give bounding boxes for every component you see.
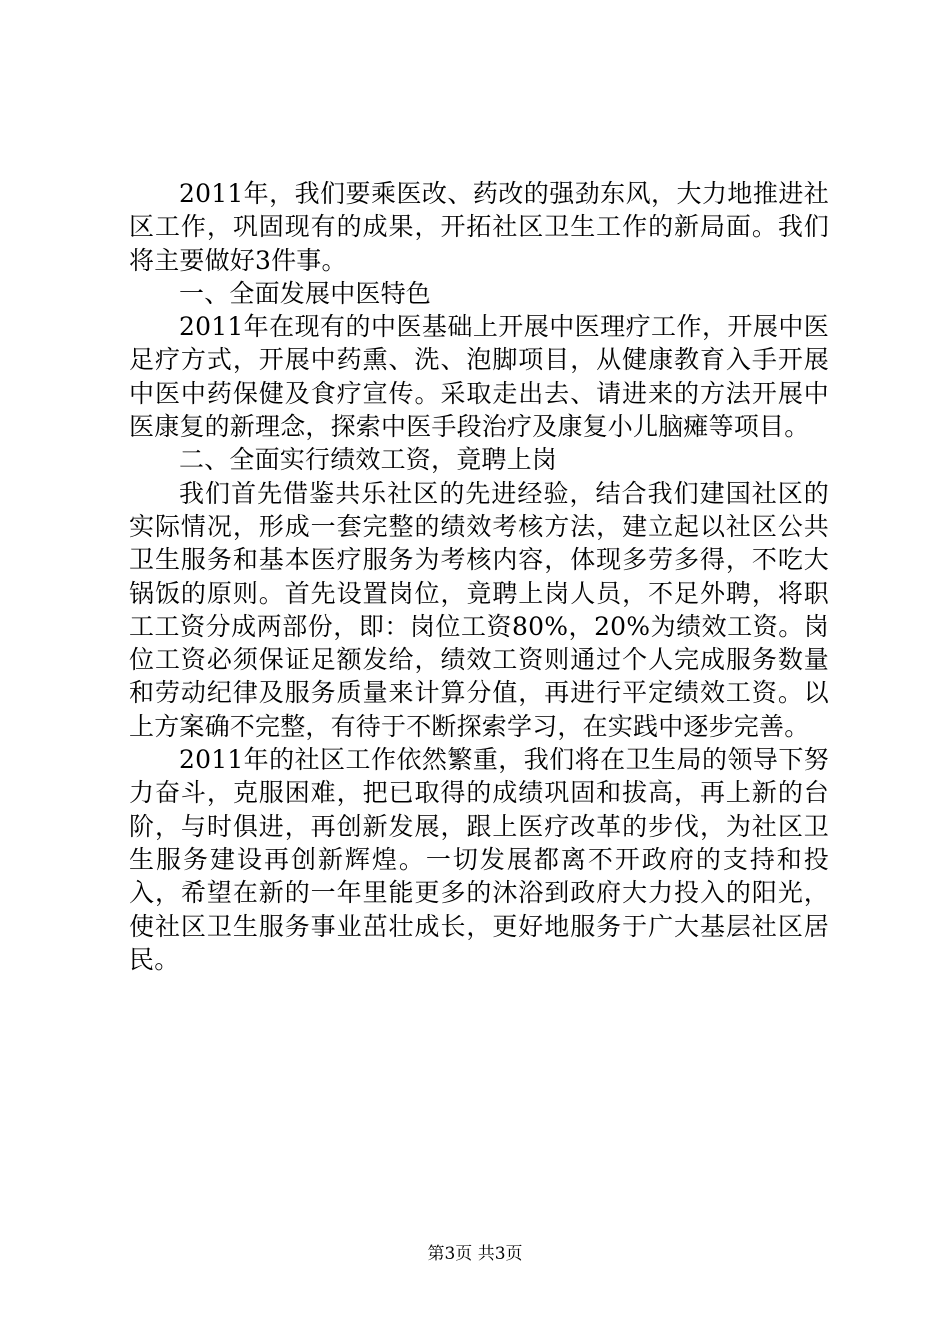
paragraph-intro: 2011年，我们要乘医改、药改的强劲东风，大力地推进社区工作，巩固现有的成果，开拓社区卫生工作的新局面。我们将主要做好3件事。 [129, 179, 829, 275]
paragraph-conclusion: 2011年的社区工作依然繁重，我们将在卫生局的领导下努力奋斗，克服困难，把已取得的成绩巩固和拔高，再上新的台阶，与时俱进，再创新发展，跟上医疗改革的步伐，为社区卫生服务建设再创新辉煌。一切发展都离不开政府的支持和投入，希望在新的一年里能更多的沐浴到政府大力投入的阳光，使社区卫生服务事业茁壮成长，更好地服务于广大基层社区居民。 [129, 745, 829, 974]
document-body [129, 177, 829, 976]
paragraph-performance-pay: 我们首先借鉴共乐社区的先进经验，结合我们建国社区的实际情况，形成一套完整的绩效考核方法，建立起以社区公共卫生服务和基本医疗服务为考核内容，体现多劳多得，不吃大锅饭的原则。首先设置岗位，竟聘上岗人员，不足外聘，将职工工资分成两部份，即：岗位工资80%，20%为绩效工资。岗位工资必须保证足额发给，绩效工资则通过个人完成服务数量和劳动纪律及服务质量来计算分值，再进行平定绩效工资。以上方案确不完整，有待于不断探索学习，在实践中逐步完善。 [129, 478, 829, 741]
section-heading-performance-pay: 二、全面实行绩效工资，竟聘上岗 [179, 445, 558, 475]
section-heading-tcm: 一、全面发展中医特色 [179, 278, 432, 308]
paragraph-tcm: 2011年在现有的中医基础上开展中医理疗工作，开展中医足疗方式，开展中药熏、洗、泡脚项目，从健康教育入手开展中医中药保健及食疗宣传。采取走出去、请进来的方法开展中医康复的新理念，探索中医手段治疗及康复小儿脑瘫等项目。 [129, 312, 829, 442]
page-footer: 第3页 共3页 [427, 1244, 523, 1264]
